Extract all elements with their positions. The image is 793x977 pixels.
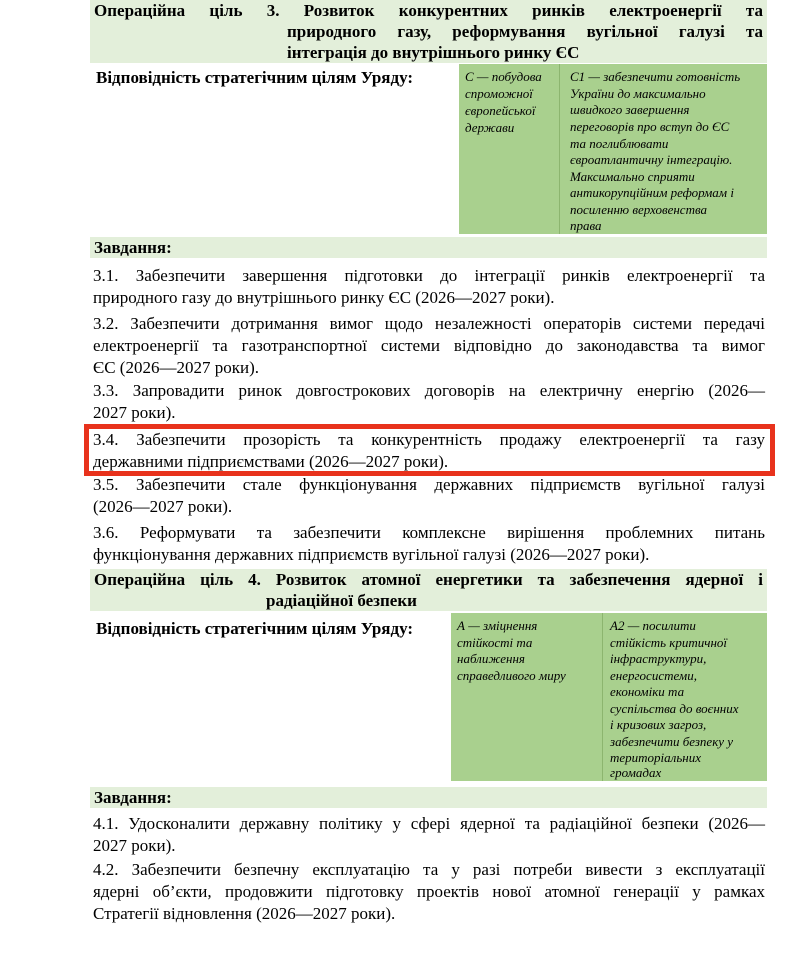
- goal-3-strategic-subgoal-line: С1 — забезпечити готовність: [570, 69, 741, 84]
- task-line: електроенергії та газотранспортної системи відповідно до законодавства та вимог: [93, 336, 765, 355]
- goal-3-strategic-subgoal-line: права: [570, 218, 602, 233]
- task-line: 3.6. Реформувати та забезпечити комплексне вирішення проблемних питань: [93, 523, 765, 542]
- goal-4-alignment-divider: [602, 613, 603, 781]
- goal-3-strategic-subgoal-line: та поглиблювати: [570, 136, 669, 151]
- goal-4-strategic-subgoal-line: громадах: [610, 765, 662, 780]
- task-line: ядерні об’єкти, продовжити підготовку проектів нової атомної генерації у рамках: [93, 882, 765, 901]
- goal-3-strategic-goal-line: С — побудова: [465, 69, 542, 84]
- goal-3-strategic-subgoal-line: посиленню верховенства: [570, 202, 708, 217]
- task-line: 3.2. Забезпечити дотримання вимог щодо незалежності операторів системи передачі: [93, 314, 765, 333]
- task-line: природного газу до внутрішнього ринку ЄС (2026—2027 роки).: [93, 288, 555, 307]
- highlight-box: [84, 424, 775, 476]
- task-line: 2027 роки).: [93, 403, 176, 422]
- task-line: 3.5. Забезпечити стале функціонування державних підприємств вугільної галузі: [93, 475, 765, 494]
- goal-3-alignment-box: [459, 64, 767, 234]
- goal-3-alignment-label: Відповідність стратегічним цілям Уряду:: [96, 68, 414, 87]
- goal-3-title-line-3: інтеграція до внутрішнього ринку ЄС: [287, 43, 580, 62]
- goal-4-alignment-label: Відповідність стратегічним цілям Уряду:: [96, 619, 414, 638]
- goal-3-strategic-subgoal-line: Максимально сприяти: [570, 169, 695, 184]
- task-line: державними підприємствами (2026—2027 роки).: [93, 452, 449, 471]
- goal-4-strategic-subgoal-line: стійкість критичної: [610, 635, 728, 650]
- goal-4-strategic-subgoal-line: економіки та: [610, 684, 685, 699]
- goal-4-strategic-subgoal-line: і кризових загроз,: [610, 717, 707, 732]
- goal-3-alignment-divider: [559, 64, 560, 234]
- tasks-title: Завдання:: [94, 238, 172, 257]
- task-line: 4.1. Удосконалити державну політику у сфері ядерної та радіаційної безпеки (2026—: [93, 814, 765, 833]
- task-line: 2027 роки).: [93, 836, 176, 855]
- goal-3-strategic-subgoal-line: євроатлантичну інтеграцію.: [570, 152, 733, 167]
- task-line: 3.1. Забезпечити завершення підготовки до інтеграції ринків електроенергії та: [93, 266, 765, 285]
- goal-3-strategic-goal-line: держави: [465, 120, 515, 135]
- task-line: 3.4. Забезпечити прозорість та конкурентність продажу електроенергії та газу: [93, 430, 765, 449]
- task-line: функціонування державних підприємств вугільної галузі (2026—2027 роки).: [93, 545, 650, 564]
- goal-4-strategic-goal-line: наближення: [457, 651, 525, 666]
- task-line: Стратегії відновлення (2026—2027 роки).: [93, 904, 396, 923]
- goal-3-strategic-subgoal-line: антикорупційним реформам і: [570, 185, 734, 200]
- goal-4-header: [90, 569, 767, 611]
- task-line: ЄС (2026—2027 роки).: [93, 358, 259, 377]
- goal-4-strategic-goal-line: справедливого миру: [457, 668, 566, 683]
- goal-4-strategic-subgoal-line: енергосистеми,: [610, 668, 697, 683]
- goal-3-strategic-goal-line: європейської: [465, 103, 536, 118]
- task-line: (2026—2027 роки).: [93, 497, 233, 516]
- goal-3-strategic-subgoal-line: швидкого завершення: [570, 102, 690, 117]
- goal-3-title-line-2: природного газу, реформування вугільної галузі та: [287, 22, 763, 41]
- goal-4-strategic-goal-line: стійкості та: [457, 635, 533, 650]
- goal-3-strategic-subgoal-line: України до максимально: [570, 86, 706, 101]
- goal-4-tasks-header: [90, 787, 767, 808]
- goal-4-strategic-subgoal-line: суспільства до воєнних: [610, 701, 739, 716]
- goal-3-header: [90, 0, 767, 63]
- goal-3-tasks-header: [90, 237, 767, 258]
- tasks-title: Завдання:: [94, 788, 172, 807]
- goal-4-alignment-box: [451, 613, 767, 781]
- goal-4-strategic-subgoal-line: територіальних: [610, 750, 701, 765]
- goal-4-title-line-2: радіаційної безпеки: [266, 591, 417, 610]
- goal-3-strategic-subgoal-line: переговорів про вступ до ЄС: [570, 119, 730, 134]
- task-line: 3.3. Запровадити ринок довгострокових договорів на електричну енергію (2026—: [93, 381, 765, 400]
- goal-4-title-line-1: Операційна ціль 4. Розвиток атомної енергетики та забезпечення ядерної і: [94, 570, 763, 589]
- goal-4-strategic-subgoal-line: А2 — посилити: [610, 618, 696, 633]
- goal-3-title-line-1: Операційна ціль 3. Розвиток конкурентних ринків електроенергії та: [94, 1, 763, 20]
- goal-4-strategic-subgoal-line: забезпечити безпеку у: [610, 734, 734, 749]
- goal-3-strategic-goal-line: спроможної: [465, 86, 533, 101]
- goal-4-strategic-goal-line: А — зміцнення: [457, 618, 538, 633]
- task-line: 4.2. Забезпечити безпечну експлуатацію та у разі потреби вивести з експлуатації: [93, 860, 765, 879]
- goal-4-strategic-subgoal-line: інфраструктури,: [610, 651, 707, 666]
